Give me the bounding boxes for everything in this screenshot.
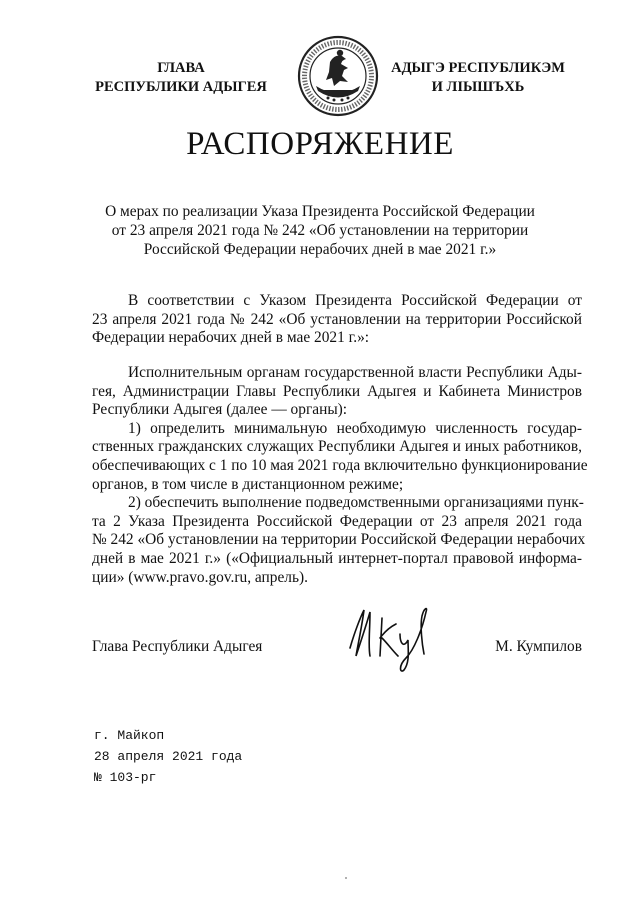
decree-line: обеспечивающих с 1 по 10 мая 2021 года включительно функционирование: [92, 456, 588, 474]
decree-line: ственных гражданских служащих Республики Адыгея и иных работников,: [92, 438, 582, 456]
signatory-position: Глава Республики Адыгея: [92, 638, 263, 655]
scan-speck: [345, 877, 347, 879]
footer-number: № 103-рг: [94, 770, 157, 785]
intro-paragraph: [92, 292, 582, 348]
header-left-line-1: ГЛАВА: [157, 60, 205, 76]
emblem-icon: [296, 34, 380, 118]
decree-line: та 2 Указа Президента Российской Федерации от 23 апреля 2021 года: [92, 512, 582, 530]
intro-line: Федерации нерабочих дней в мае 2021 г.»:: [92, 329, 370, 347]
decree-line: 2) обеспечить выполнение подведомственными организациями пунк-: [128, 494, 584, 512]
header-right-line-1: АДЫГЭ РЕСПУБЛИКЭМ: [391, 60, 565, 76]
document-footer: [94, 725, 242, 788]
decree-line: дней в мае 2021 г.» («Официальный интернет-портал правовой информа-: [92, 549, 582, 567]
decree-line: гея, Администрации Главы Республики Адыгея и Кабинета Министров: [92, 382, 582, 400]
decree-line: № 242 «Об установлении на территории Российской Федерации нерабочих: [92, 531, 586, 549]
decree-line: ции» (www.pravo.gov.ru, апрель).: [92, 568, 308, 586]
decree-line: Исполнительным органам государственной власти Республики Ады-: [128, 364, 582, 381]
document-subject: [95, 202, 545, 259]
signature-row: [92, 638, 582, 662]
document-title: РАСПОРЯЖЕНИЕ: [186, 126, 454, 162]
header-right: [388, 59, 568, 97]
header-left-line-2: РЕСПУБЛИКИ АДЫГЕЯ: [95, 79, 267, 95]
decree-line: органов, в том числе в дистанционном режиме;: [92, 475, 404, 493]
intro-line: В соответствии с Указом Президента Российской Федерации от: [128, 292, 582, 309]
signatory-name: М. Кумпилов: [495, 638, 582, 655]
handwritten-signature-icon: [340, 600, 448, 674]
subject-line: О мерах по реализации Указа Президента Российской Федерации: [105, 203, 535, 220]
header-right-line-2: И ЛІЫШЪХЬ: [431, 79, 525, 95]
subject-line: от 23 апреля 2021 года № 242 «Об установлении на территории: [111, 222, 529, 239]
header-left: [86, 59, 276, 97]
subject-line: Российской Федерации нерабочих дней в мае 2021 г.»: [143, 241, 497, 258]
decree-body: [92, 364, 588, 587]
intro-line: 23 апреля 2021 года № 242 «Об установлении на территории Российской: [92, 310, 582, 328]
decree-line: Республики Адыгея (далее — органы):: [92, 401, 348, 419]
footer-date: 28 апреля 2021 года: [94, 749, 243, 764]
footer-city: г. Майкоп: [94, 728, 165, 743]
decree-line: 1) определить минимальную необходимую численность государ-: [128, 419, 582, 437]
